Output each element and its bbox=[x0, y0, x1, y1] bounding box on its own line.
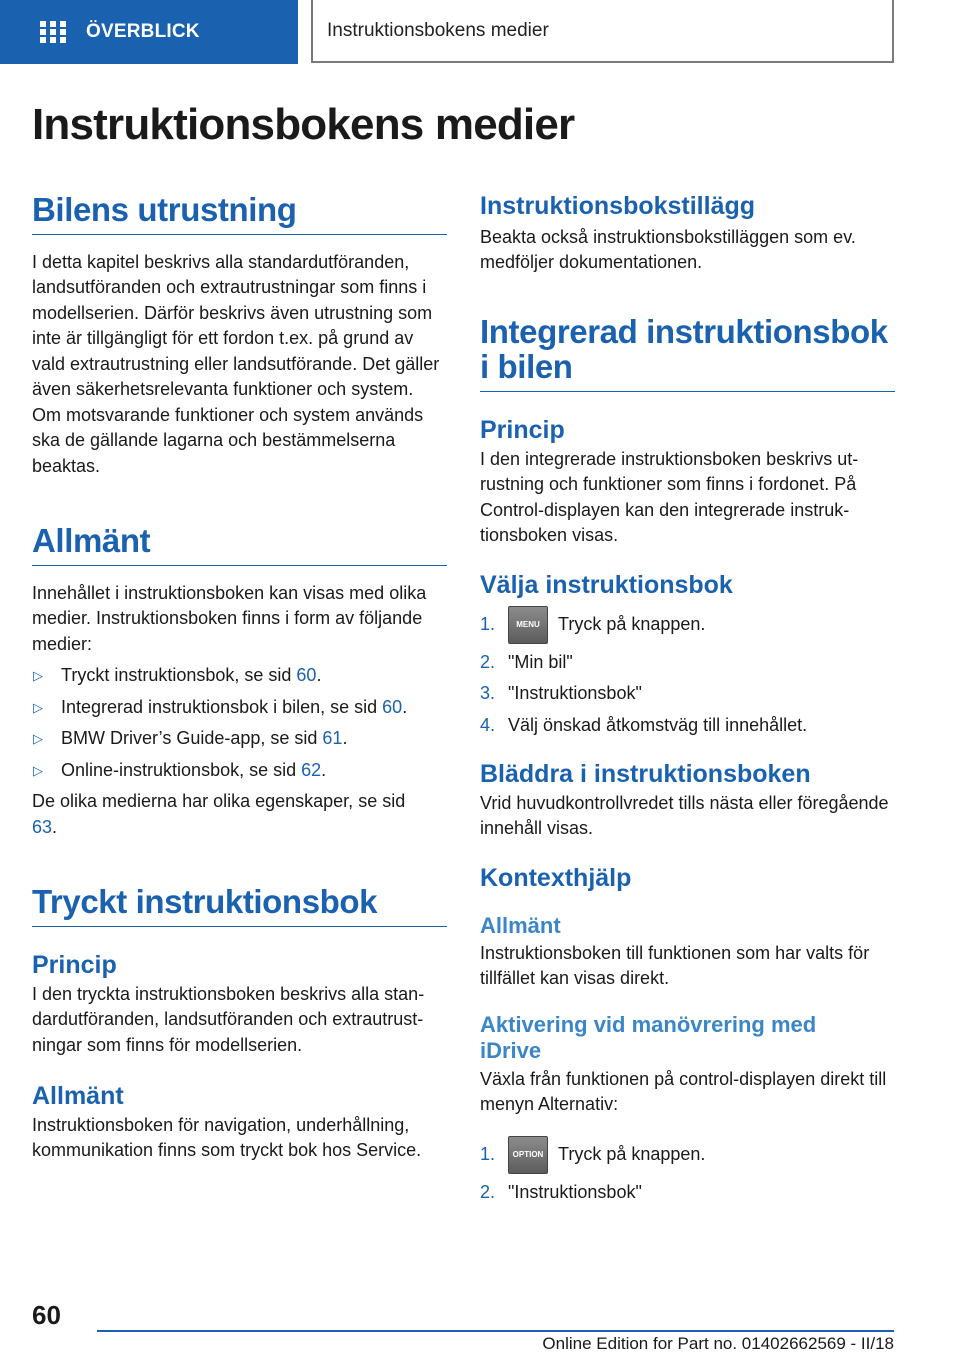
aktivering-text: Växla från funktionen på control-displayen direkt till menyn Alternativ: bbox=[480, 1068, 887, 1115]
princip-text: I den integrerade instruktionsboken beskrivs utrustning och funktioner som finns i fordonet. På Control-displayen kan den integrerade instruktionsboken visas. bbox=[480, 448, 859, 546]
heading-bilens-utrustning: Bilens utrustning bbox=[32, 192, 447, 235]
page-number: 60 bbox=[32, 1300, 61, 1330]
grid-menu-icon bbox=[40, 21, 66, 43]
heading-allmant-2: Allmänt bbox=[32, 1082, 124, 1111]
page-ref-link[interactable]: 63 bbox=[32, 816, 53, 837]
footer-edition: Online Edition for Part no. 01402662569 - II/18 bbox=[542, 1334, 894, 1353]
heading-allmant: Allmänt bbox=[32, 523, 447, 566]
heading-bladdra: Bläddra i instruktionsboken bbox=[480, 760, 811, 788]
valja-steps bbox=[480, 606, 895, 739]
list-item: 4. Välj önskad åtkomstväg till innehållet. bbox=[480, 714, 808, 735]
list-item: 2. "Instruktionsbok" bbox=[480, 1181, 642, 1202]
heading-aktivering-idrive: Aktivering vid manövrering med iDrive bbox=[480, 1011, 817, 1064]
heading-princip: Princip bbox=[480, 416, 565, 444]
list-item: ▷ BMW Driver’s Guide-app, se sid 61. bbox=[32, 726, 447, 752]
overview-tab[interactable] bbox=[0, 0, 298, 64]
tillagg-text: Beakta också instruktionsbokstilläggen som ev. medföljer dokumentationen. bbox=[480, 226, 856, 273]
page-ref-link[interactable]: 62 bbox=[301, 759, 322, 780]
heading-kontext-allmant: Allmänt bbox=[480, 912, 561, 938]
bilens-utrustning-text: I detta kapitel beskrivs alla standardutföranden, landsutföranden och extrautrustningar som finns i modellserien. Därför beskrivs även utrustning som inte är tillgängligt för ett fordon t.ex. på grund av vald extrautrustning eller landsutförande. Det gäller även säkerhetsrelevanta funktioner och system. Om motsvarande funktioner och system används ska de gällande lagarna och bestämmelserna beaktas. bbox=[32, 251, 440, 476]
heading-instruktionsbokstillagg: Instruktionsbokstillägg bbox=[480, 192, 756, 220]
heading-princip: Princip bbox=[32, 950, 117, 979]
page-ref-link[interactable]: 61 bbox=[322, 728, 343, 749]
bladdra-text: Vrid huvudkontrollvredet tills nästa eller föregående innehåll visas. bbox=[480, 792, 889, 839]
page-ref-link[interactable]: 60 bbox=[382, 696, 403, 717]
list-item: 1. MENU Tryck på knappen. bbox=[480, 606, 895, 644]
list-item: 1. OPTION Tryck på knappen. bbox=[480, 1136, 895, 1174]
heading-valja-instruktionsbok: Välja instruktionsbok bbox=[480, 570, 733, 599]
list-item: ▷ Integrerad instruktionsbok i bilen, se sid 60. bbox=[32, 695, 447, 721]
heading-tryckt-instruktionsbok: Tryckt instruktionsbok bbox=[32, 884, 447, 927]
footer-divider bbox=[97, 1330, 894, 1332]
right-column bbox=[480, 192, 895, 1205]
menu-button-icon: MENU bbox=[508, 606, 548, 644]
section-title-box bbox=[311, 0, 894, 63]
option-button-icon: OPTION bbox=[508, 1136, 548, 1174]
allmant-text: Innehållet i instruktionsboken kan visas med olika medier. Instruktionsboken finns i form av följande medier: bbox=[32, 582, 427, 654]
section-title: Instruktionsbokens medier bbox=[327, 19, 549, 41]
list-item: ▷ Online-instruktionsbok, se sid 62. bbox=[32, 758, 447, 784]
heading-kontexthjalp: Kontexthjälp bbox=[480, 863, 632, 892]
page-ref-link[interactable]: 60 bbox=[296, 665, 317, 686]
list-item: ▷ Tryckt instruktionsbok, se sid 60. bbox=[32, 663, 447, 689]
media-properties-text: De olika medierna har olika egenskaper, se sid 63. bbox=[32, 791, 406, 837]
kontext-allmant-text: Instruktionsboken till funktionen som har valts för tillfället kan visas direkt. bbox=[480, 942, 870, 989]
princip-text: I den tryckta instruktionsboken beskrivs alla standardutföranden, landsutföranden och extrautrustningar som finns för modellserien. bbox=[32, 983, 425, 1055]
left-column bbox=[32, 192, 447, 1164]
media-list bbox=[32, 663, 447, 783]
list-item: 3. "Instruktionsbok" bbox=[480, 683, 642, 703]
allmant-2-text: Instruktionsboken för navigation, underhållning, kommunikation finns som tryckt bok hos Service. bbox=[32, 1114, 422, 1161]
list-item: 2. "Min bil" bbox=[480, 651, 573, 672]
heading-integrerad-instruktionsbok: Integrerad instruktionsbok i bilen bbox=[480, 314, 895, 392]
overview-tab-label: ÖVERBLICK bbox=[86, 21, 200, 42]
aktivering-steps bbox=[480, 1136, 895, 1206]
page-title: Instruktionsbokens medier bbox=[32, 100, 575, 149]
